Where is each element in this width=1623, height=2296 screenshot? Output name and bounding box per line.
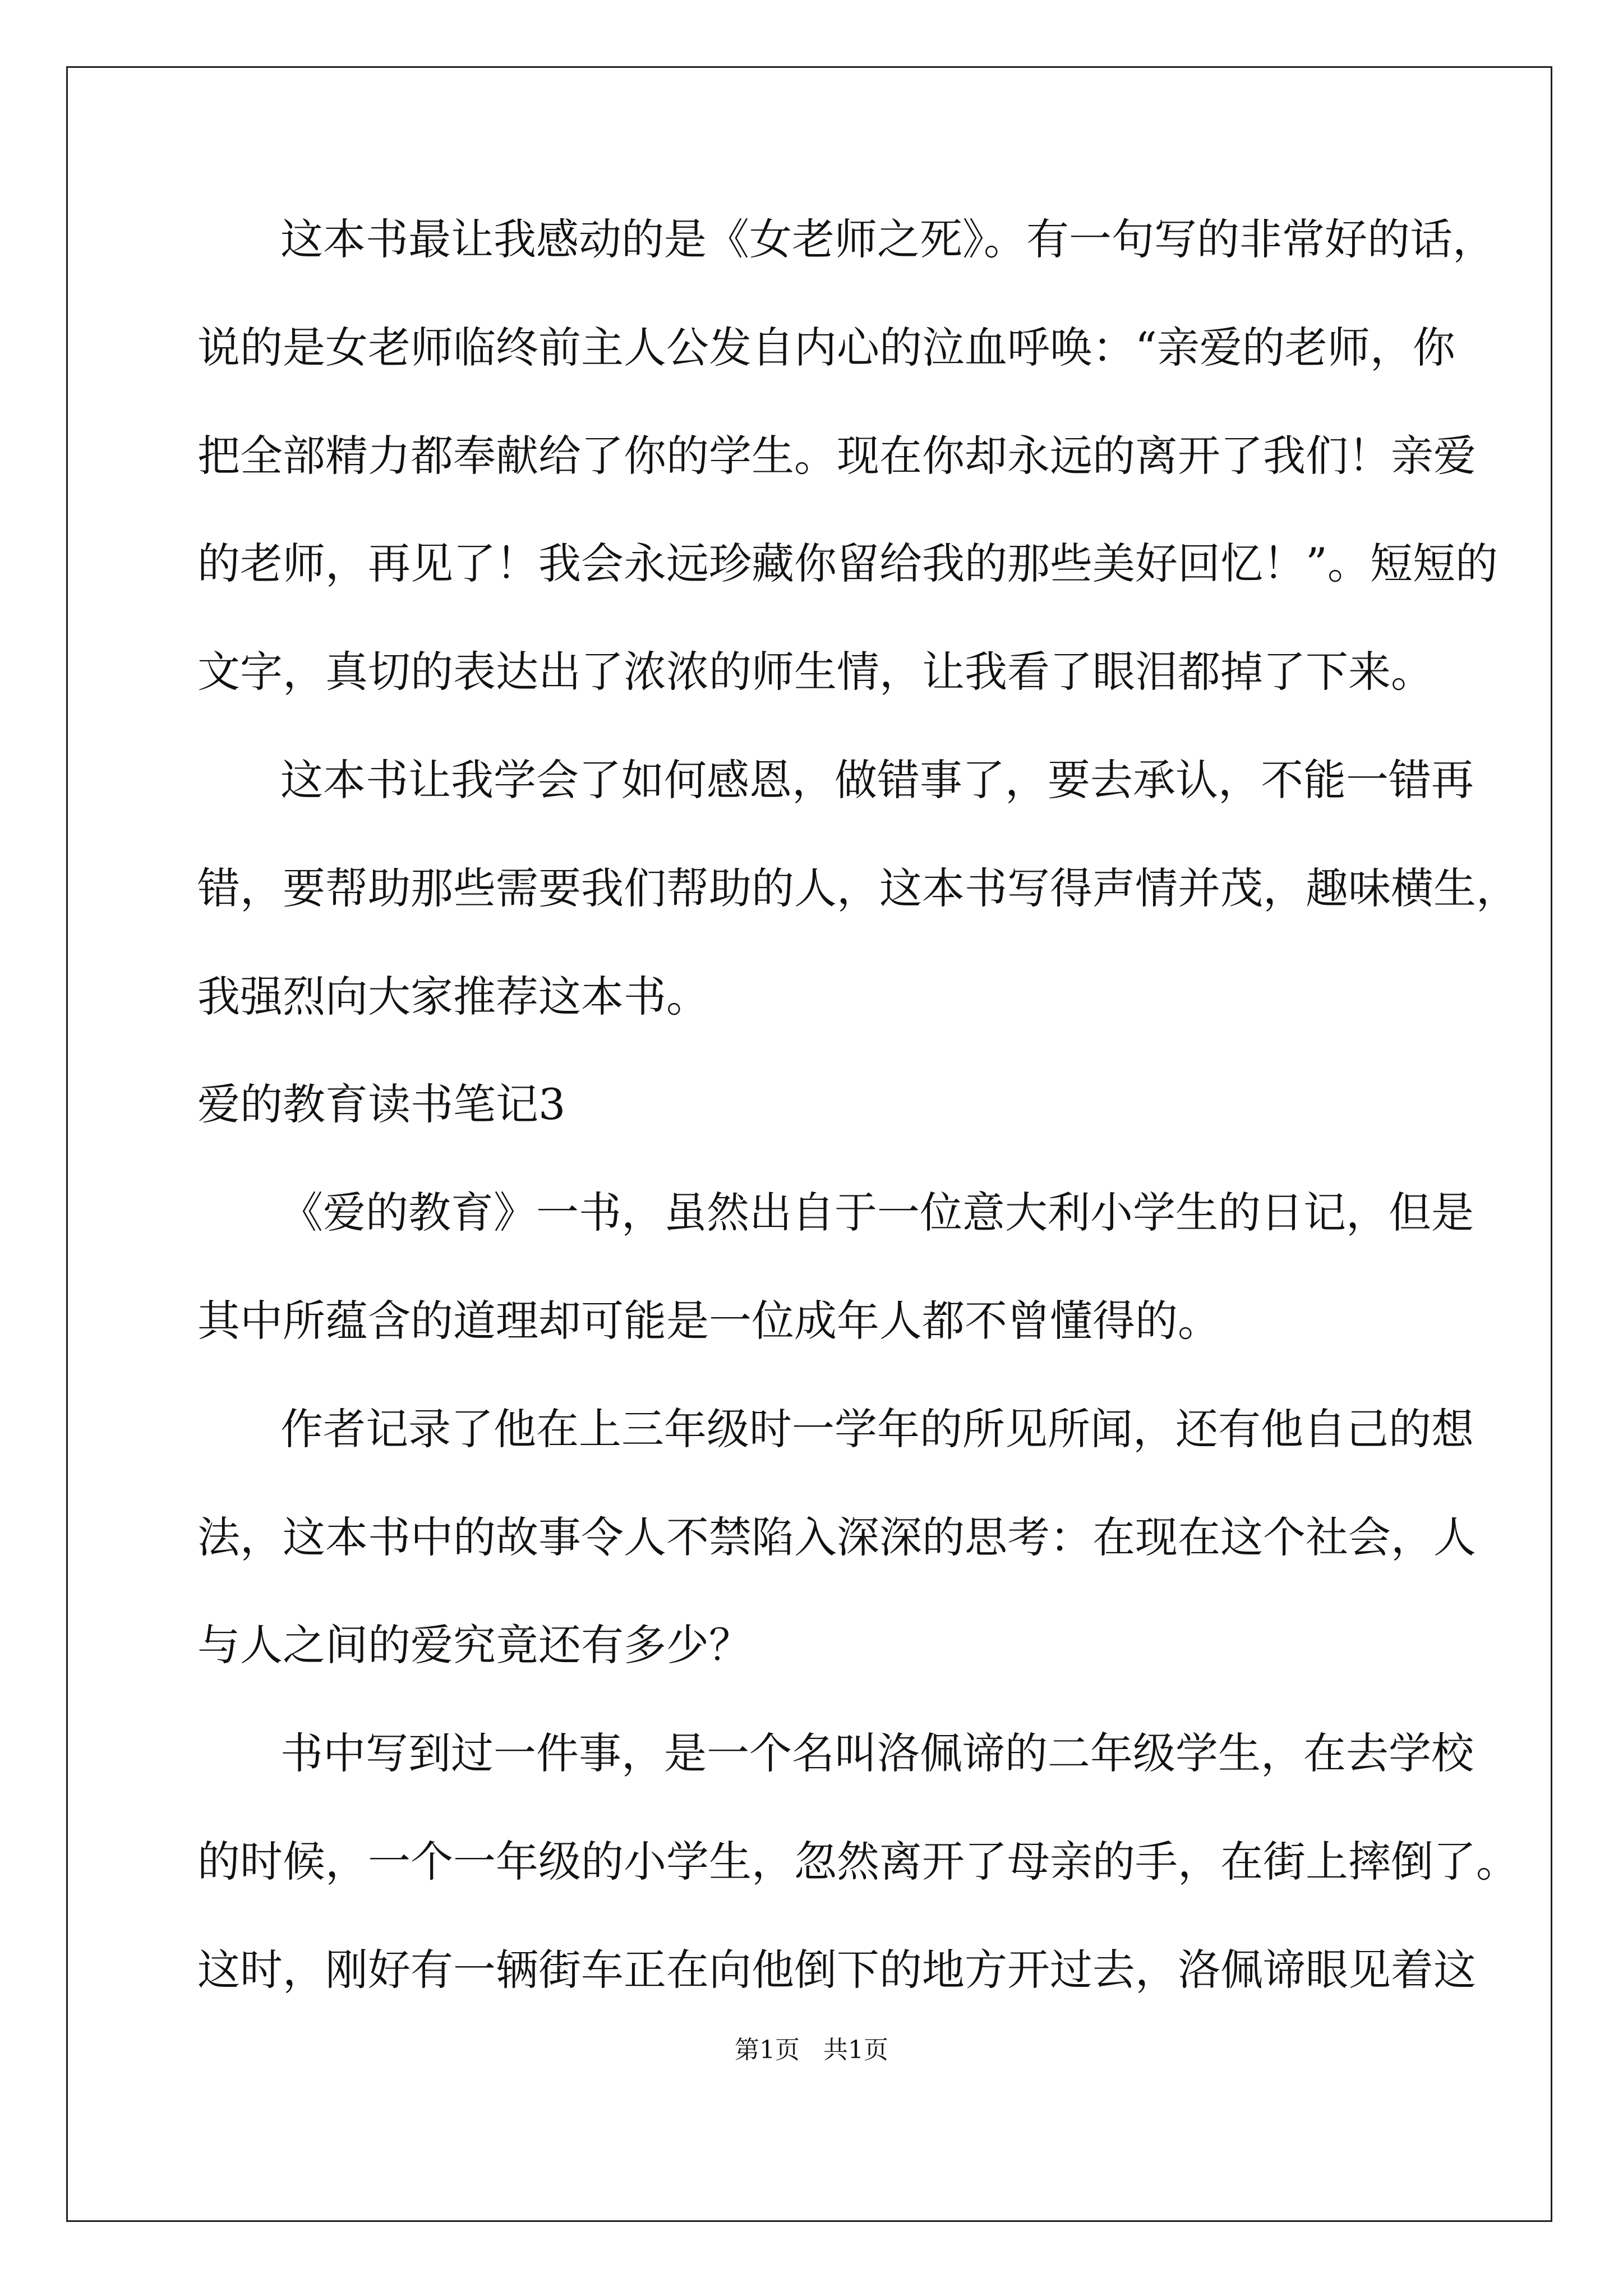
paragraph-2-line-2: 错，要帮助那些需要我们帮助的人，这本书写得声情并茂，趣味横生，: [197, 863, 1519, 913]
paragraph-4-line-3: 与人之间的爱究竟还有多少？: [197, 1620, 751, 1670]
paragraph-1-line-5: 文字，真切的表达出了浓浓的师生情，让我看了眼泪都掉了下来。: [197, 647, 1433, 697]
page-frame: [66, 66, 1552, 2222]
paragraph-3-line-2: 其中所蕴含的道理却可能是一位成年人都不曾懂得的。: [197, 1296, 1220, 1346]
paragraph-4-line-2: 法，这本书中的故事令人不禁陷入深深的思考：在现在这个社会，人: [197, 1512, 1476, 1562]
paragraph-5-line-2: 的时候，一个一年级的小学生，忽然离开了母亲的手，在街上摔倒了。: [197, 1837, 1519, 1887]
paragraph-2-line-3: 我强烈向大家推荐这本书。: [197, 972, 709, 1022]
paragraph-1-line-2: 说的是女老师临终前主人公发自内心的泣血呼唤：“亲爱的老师，你: [197, 323, 1455, 372]
paragraph-1-line-4: 的老师，再见了！我会永远珍藏你留给我的那些美好回忆！”。短短的: [197, 539, 1498, 588]
paragraph-4-line-1: 作者记录了他在上三年级时一学年的所见所闻，还有他自己的想: [280, 1404, 1474, 1454]
paragraph-5-line-3: 这时，刚好有一辆街车正在向他倒下的地方开过去，洛佩谛眼见着这: [197, 1945, 1476, 1995]
paragraph-3-line-1: 《爱的教育》一书，虽然出自于一位意大利小学生的日记，但是: [280, 1188, 1474, 1237]
paragraph-2-line-1: 这本书让我学会了如何感恩，做错事了，要去承认，不能一错再: [280, 755, 1474, 805]
paragraph-5-line-1: 书中写到过一件事，是一个名叫洛佩谛的二年级学生，在去学校: [280, 1728, 1474, 1778]
paragraph-1-line-3: 把全部精力都奉献给了你的学生。现在你却永远的离开了我们！亲爱: [197, 431, 1476, 481]
page-footer: 第1页 共1页: [735, 2036, 888, 2064]
section-heading: 爱的教育读书笔记3: [197, 1079, 566, 1129]
paragraph-1-line-1: 这本书最让我感动的是《女老师之死》。有一句写的非常好的话，: [280, 214, 1495, 264]
